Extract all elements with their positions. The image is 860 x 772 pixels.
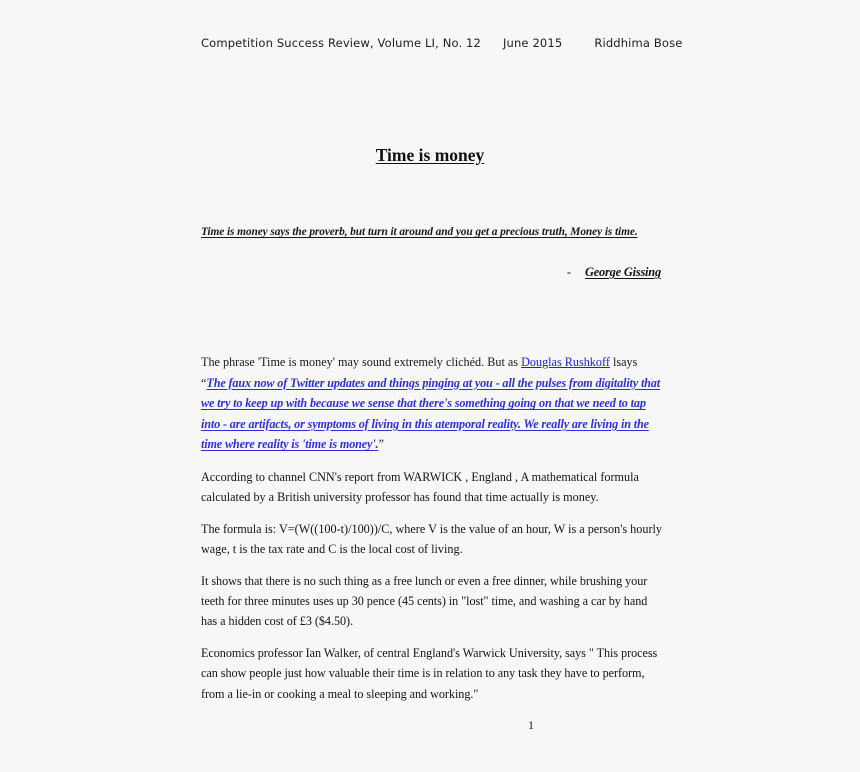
- epigraph-quote-text: Time is money says the proverb, but turn it around and you get a precious truth, Money is time.: [201, 226, 638, 238]
- rushkoff-quote-text: The faux now of Twitter updates and things pinging at you - all the pulses from digitality that we try to keep up with because we sense that there's something going on that we need to tap into - are artifacts, or symptoms of living in this atemporal reality. We really are living in the time where reality is 'time is money'.: [201, 375, 660, 452]
- running-header: [201, 36, 683, 50]
- attribution-dash: -: [566, 265, 571, 279]
- paragraph-intro: [201, 352, 662, 455]
- epigraph-attribution: [201, 265, 661, 280]
- paragraph-intro-lead: The phrase 'Time is money' may sound extremely clichéd. But as: [201, 355, 522, 369]
- paragraph-cnn-report: According to channel CNN's report from WARWICK , England , A mathematical formula calculated by a British university professor has found that time actually is money.: [201, 469, 639, 505]
- paragraph-examples: It shows that there is no such thing as a free lunch or even a free dinner, while brushing your teeth for three minutes uses up 30 pence (45 cents) in "lost" time, and washing a car by hand has a hidden cost of £3 ($4.50).: [201, 573, 648, 629]
- page-number: 1: [528, 718, 534, 732]
- attribution-author: George Gissing: [584, 265, 661, 279]
- header-journal-citation: Competition Success Review, Volume LI, No. 12: [201, 36, 481, 50]
- paragraph-intro-tail: ”: [378, 437, 384, 452]
- douglas-rushkoff-link[interactable]: Douglas Rushkoff: [521, 355, 610, 369]
- paragraph-intro-mid: lsays “: [201, 355, 638, 390]
- page-title: [0, 145, 860, 166]
- body-content: [201, 352, 662, 714]
- page-title-text: Time is money: [375, 144, 485, 165]
- header-issue-date: June 2015: [503, 36, 563, 50]
- paragraph-formula: The formula is: V=(W((100-t)/100))/C, where V is the value of an hour, W is a person's hourly wage, t is the tax rate and C is the local cost of living.: [201, 521, 663, 557]
- header-author-name: Riddhima Bose: [594, 36, 683, 50]
- epigraph-quote: [201, 224, 667, 240]
- paragraph-ian-walker-quote: Economics professor Ian Walker, of central England's Warwick University, says " This process can show people just how valuable their time is in relation to any task they have to perform, from a lie-in or cooking a meal to sleeping and working.": [201, 645, 658, 701]
